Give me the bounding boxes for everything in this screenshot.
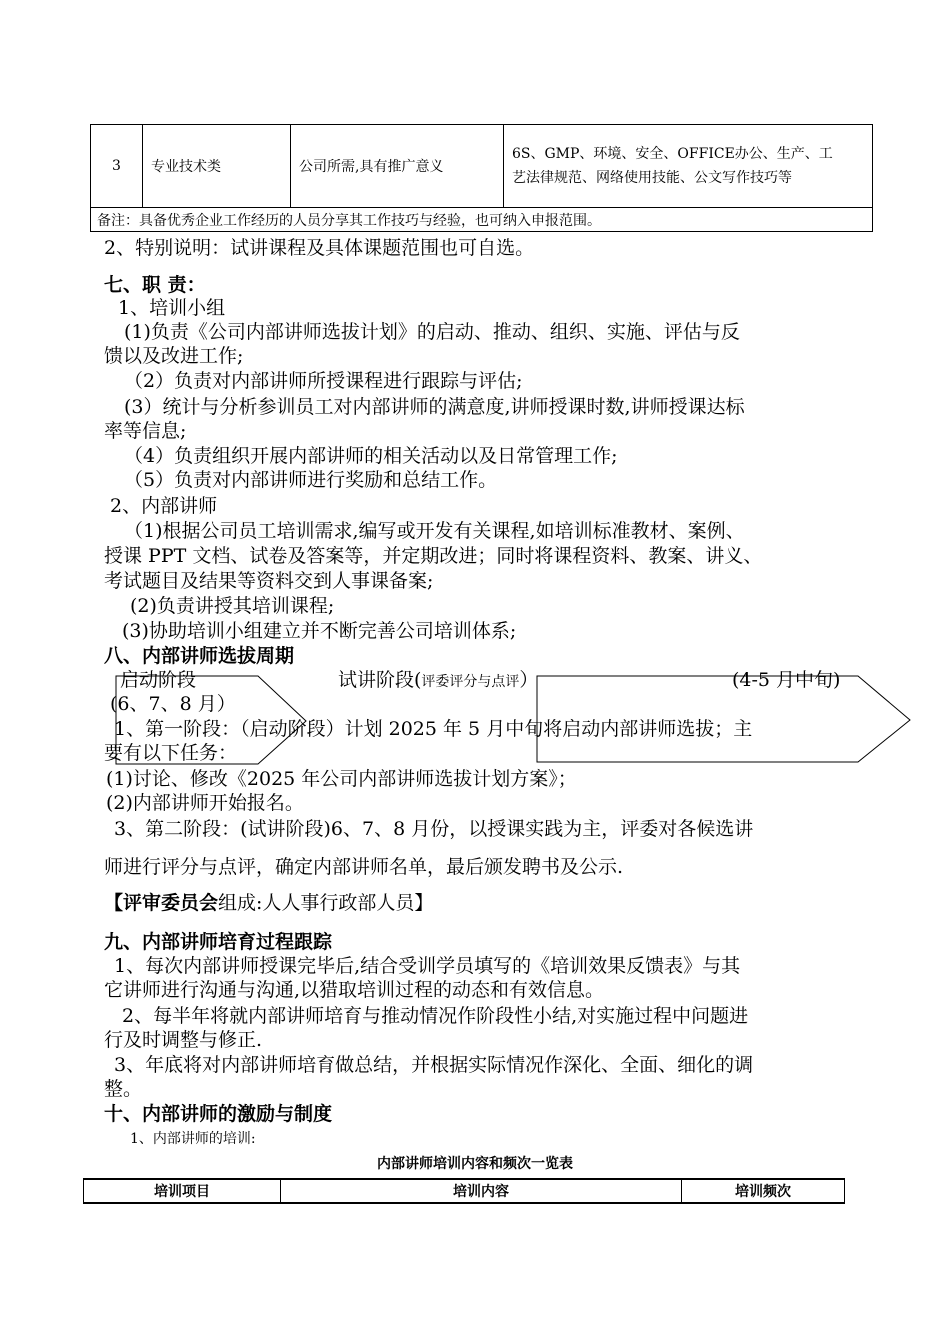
col-header: 培训内容: [281, 1179, 682, 1203]
sec7-item: 考试题目及结果等资料交到人事课备案;: [104, 570, 434, 592]
sec8-task: (1)讨论、修改《2025 年公司内部讲师选拔计划方案》；: [106, 768, 577, 790]
sec8-para: 3、第二阶段：(试讲阶段)6、7、8 月份，以授课实践为主，评委对各候选讲: [114, 818, 754, 840]
stage2-label-small: 评委评分与点评: [421, 674, 520, 690]
section-9-title: 九、内部讲师培育过程跟踪: [104, 931, 333, 953]
committee-label: 【评审委员会: [104, 892, 219, 914]
sec8-task: (2)内部讲师开始报名。: [106, 792, 304, 814]
committee-members: 组成:人人事行政部人员】: [218, 892, 434, 914]
stage1-time: (4-5 月中旬): [732, 669, 841, 691]
sec9-para: 整。: [104, 1078, 143, 1100]
sec8-para: 1、第一阶段：（启动阶段）计划 2025 年 5 月中旬将启动内部讲师选拔；主: [114, 718, 753, 740]
stage1-label: 启动阶段: [120, 669, 197, 691]
row-content-line: 艺法律规范、网络使用技能、公文写作技巧等: [512, 170, 792, 186]
sec7-item: 授课 PPT 文档、试卷及答案等，并定期改进；同时将课程资料、教案、讲义、: [104, 545, 763, 567]
row-requirement: 公司所需,具有推广意义: [291, 125, 504, 208]
sec7-item: (3)协助培训小组建立并不断完善公司培训体系;: [122, 620, 517, 642]
row-content-line: 6S、GMP、环境、安全、OFFICE办公、生产、工: [512, 146, 833, 162]
stage2-label-close: ）: [519, 669, 539, 691]
training-table-title: 内部讲师培训内容和频次一览表: [377, 1156, 573, 1172]
sec8-para: 师进行评分与点评，确定内部讲师名单，最后颁发聘书及公示.: [104, 856, 624, 878]
stage2-label: [338, 668, 538, 692]
sec7-item: （5）负责对内部讲师进行奖励和总结工作。: [124, 469, 498, 491]
table-header-row: [84, 1179, 845, 1203]
sec7-sub2: 2、内部讲师: [110, 495, 218, 517]
sec7-item: (1)负责《公司内部讲师选拔计划》的启动、推动、组织、实施、评估与反: [124, 321, 740, 343]
special-note: 2、特别说明：试讲课程及具体课题范围也可自选。: [104, 237, 535, 259]
sec9-para: 2、每半年将就内部讲师培育与推动情况作阶段性小结,对实施过程中问题进: [122, 1005, 749, 1027]
table-note: 备注：具备优秀企业工作经历的人员分享其工作技巧与经验，也可纳入申报范围。: [91, 208, 873, 232]
sec9-para: 3、年底将对内部讲师培育做总结，并根据实际情况作深化、全面、细化的调: [114, 1054, 754, 1076]
section-8-title: 八、内部讲师选拔周期: [104, 645, 295, 667]
sec7-item: 馈以及改进工作;: [104, 345, 244, 367]
sec7-item: （2）负责对内部讲师所授课程进行跟踪与评估;: [124, 370, 523, 392]
col-header: 培训项目: [84, 1179, 281, 1203]
sec7-item: (2)负责讲授其培训课程;: [130, 595, 335, 617]
sec10-sub1: 1、内部讲师的培训:: [130, 1131, 256, 1147]
stage2-label-main: 试讲阶段(: [338, 669, 422, 691]
sec8-para: 要有以下任务：: [104, 742, 238, 764]
sec7-item: （1)根据公司员工培训需求,编写或开发有关课程,如培训标准教材、案例、: [124, 520, 745, 542]
sec7-sub1: 1、培训小组: [118, 297, 226, 319]
sec7-item: （4）负责组织开展内部讲师的相关活动以及日常管理工作;: [124, 445, 618, 467]
row-number: 3: [91, 125, 143, 208]
sec9-para: 它讲师进行沟通与沟通,以猎取培训过程的动态和有效信息。: [104, 979, 605, 1001]
sec9-para: 行及时调整与修正.: [104, 1029, 263, 1051]
row-category: 专业技术类: [143, 125, 291, 208]
committee-line: [104, 891, 433, 915]
sec7-item: (3）统计与分析参训员工对内部讲师的满意度,讲师授课时数,讲师授课达标: [124, 396, 745, 418]
training-table: [83, 1178, 845, 1204]
col-header: 培训频次: [682, 1179, 845, 1203]
stage2-time: (6、7、8 月）: [110, 693, 236, 715]
sec7-item: 率等信息;: [104, 420, 187, 442]
section-10-title: 十、内部讲师的激励与制度: [104, 1103, 333, 1125]
sec9-para: 1、每次内部讲师授课完毕后,结合受训学员填写的《培训效果反馈表》与其: [114, 955, 741, 977]
section-7-title: 七、职 责：: [104, 274, 206, 296]
